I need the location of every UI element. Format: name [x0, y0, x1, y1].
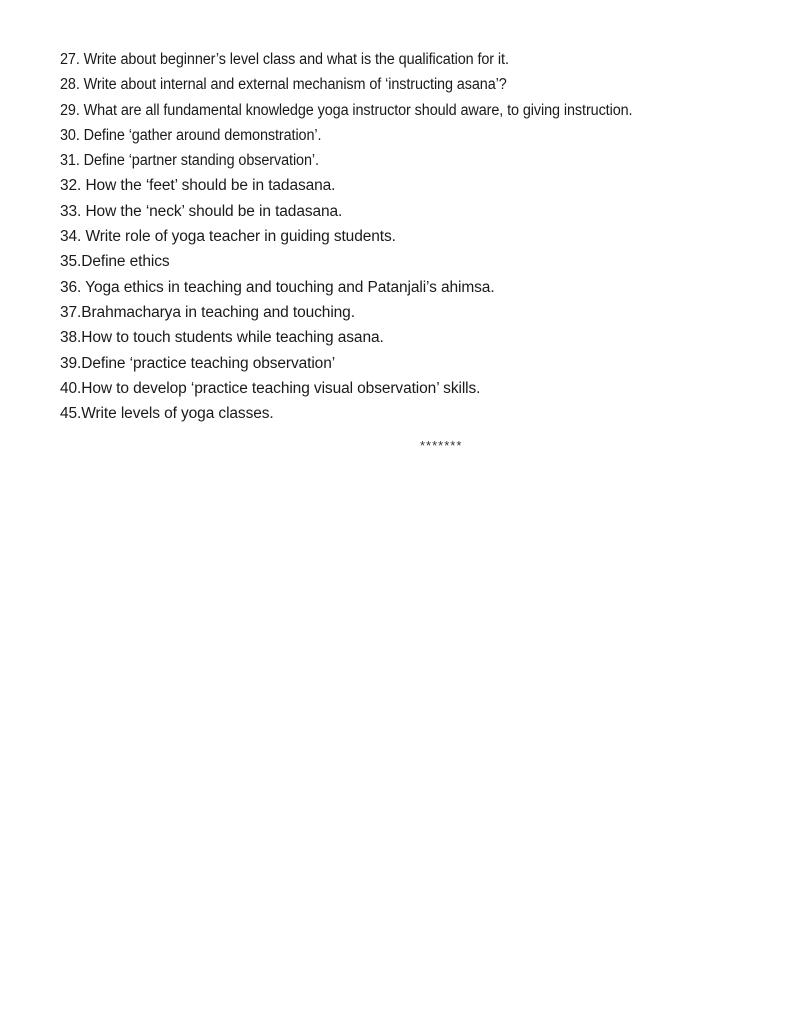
question-item: 39.Define ‘practice teaching observation’: [60, 354, 336, 372]
question-item: 29. What are all fundamental knowledge yoga instructor should aware, to giving instruction.: [60, 101, 633, 119]
question-item: 35.Define ethics: [60, 253, 170, 271]
question-item: 31. Define ‘partner standing observation’.: [60, 152, 319, 170]
question-item: 37.Brahmacharya in teaching and touching.: [60, 303, 355, 321]
question-item: 33. How the ‘neck’ should be in tadasana.: [60, 202, 343, 220]
question-list: [60, 47, 676, 426]
question-item: 34. Write role of yoga teacher in guiding students.: [60, 228, 396, 246]
question-item: 30. Define ‘gather around demonstration’.: [60, 126, 322, 144]
question-item: 36. Yoga ethics in teaching and touching and Patanjali’s ahimsa.: [60, 278, 495, 296]
question-item: 38.How to touch students while teaching asana.: [60, 329, 384, 347]
end-mark: *******: [420, 438, 463, 453]
question-item: 45.Write levels of yoga classes.: [60, 405, 274, 423]
question-item: 40.How to develop ‘practice teaching visual observation’ skills.: [60, 379, 481, 397]
question-item: 32. How the ‘feet’ should be in tadasana.: [60, 177, 336, 195]
question-item: 28. Write about internal and external mechanism of ‘instructing asana’?: [60, 76, 507, 94]
question-item: 27. Write about beginner’s level class and what is the qualification for it.: [60, 51, 509, 68]
